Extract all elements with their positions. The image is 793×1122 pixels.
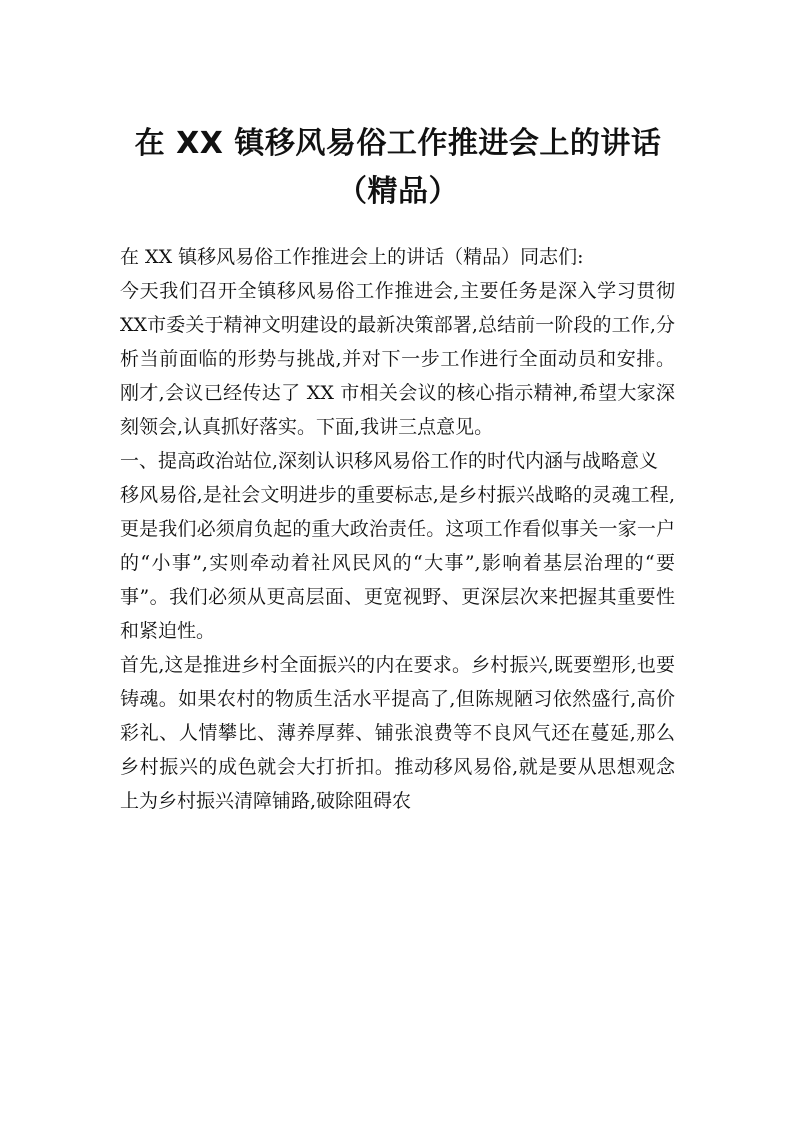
- paragraph-section-1-first: 首先,这是推进乡村全面振兴的内在要求。乡村振兴,既要塑形,也要铸魂。如果农村的物质生活水平提高了,但陈规陋习依然盛行,高价彩礼、人情攀比、薄养厚葬、铺张浪费等不良风气还在蔓延,那么乡村振兴的成色就会大打折扣。推动移风易俗,就是要从思想观念上为乡村振兴清障铺路,破除阻碍农: [120, 654, 675, 812]
- document-title: 在 XX 镇移风易俗工作推进会上的讲话（精品）: [134, 126, 662, 209]
- paragraph-salutation: 在 XX 镇移风易俗工作推进会上的讲话（精品）同志们:: [120, 246, 584, 268]
- paragraph-section-1-intro: 移风易俗,是社会文明进步的重要标志,是乡村振兴战略的灵魂工程,更是我们必须肩负起的重大政治责任。这项工作看似事关一家一户的“小事”,实则牵动着社风民风的“大事”,影响着基层治理的“要事”。我们必须从更高层面、更宽视野、更深层次来把握其重要性和紧迫性。: [120, 484, 675, 642]
- document-body: [120, 240, 675, 818]
- section-heading-1: 一、提高政治站位,深刻认识移风易俗工作的时代内涵与战略意义: [120, 450, 659, 472]
- paragraph-opening: 今天我们召开全镇移风易俗工作推进会,主要任务是深入学习贯彻XX市委关于精神文明建设的最新决策部署,总结前一阶段的工作,分析当前面临的形势与挑战,并对下一步工作进行全面动员和安排。刚才,会议已经传达了 XX 市相关会议的核心指示精神,希望大家深刻领会,认真抓好落实。下面,我讲三点意见。: [120, 280, 675, 438]
